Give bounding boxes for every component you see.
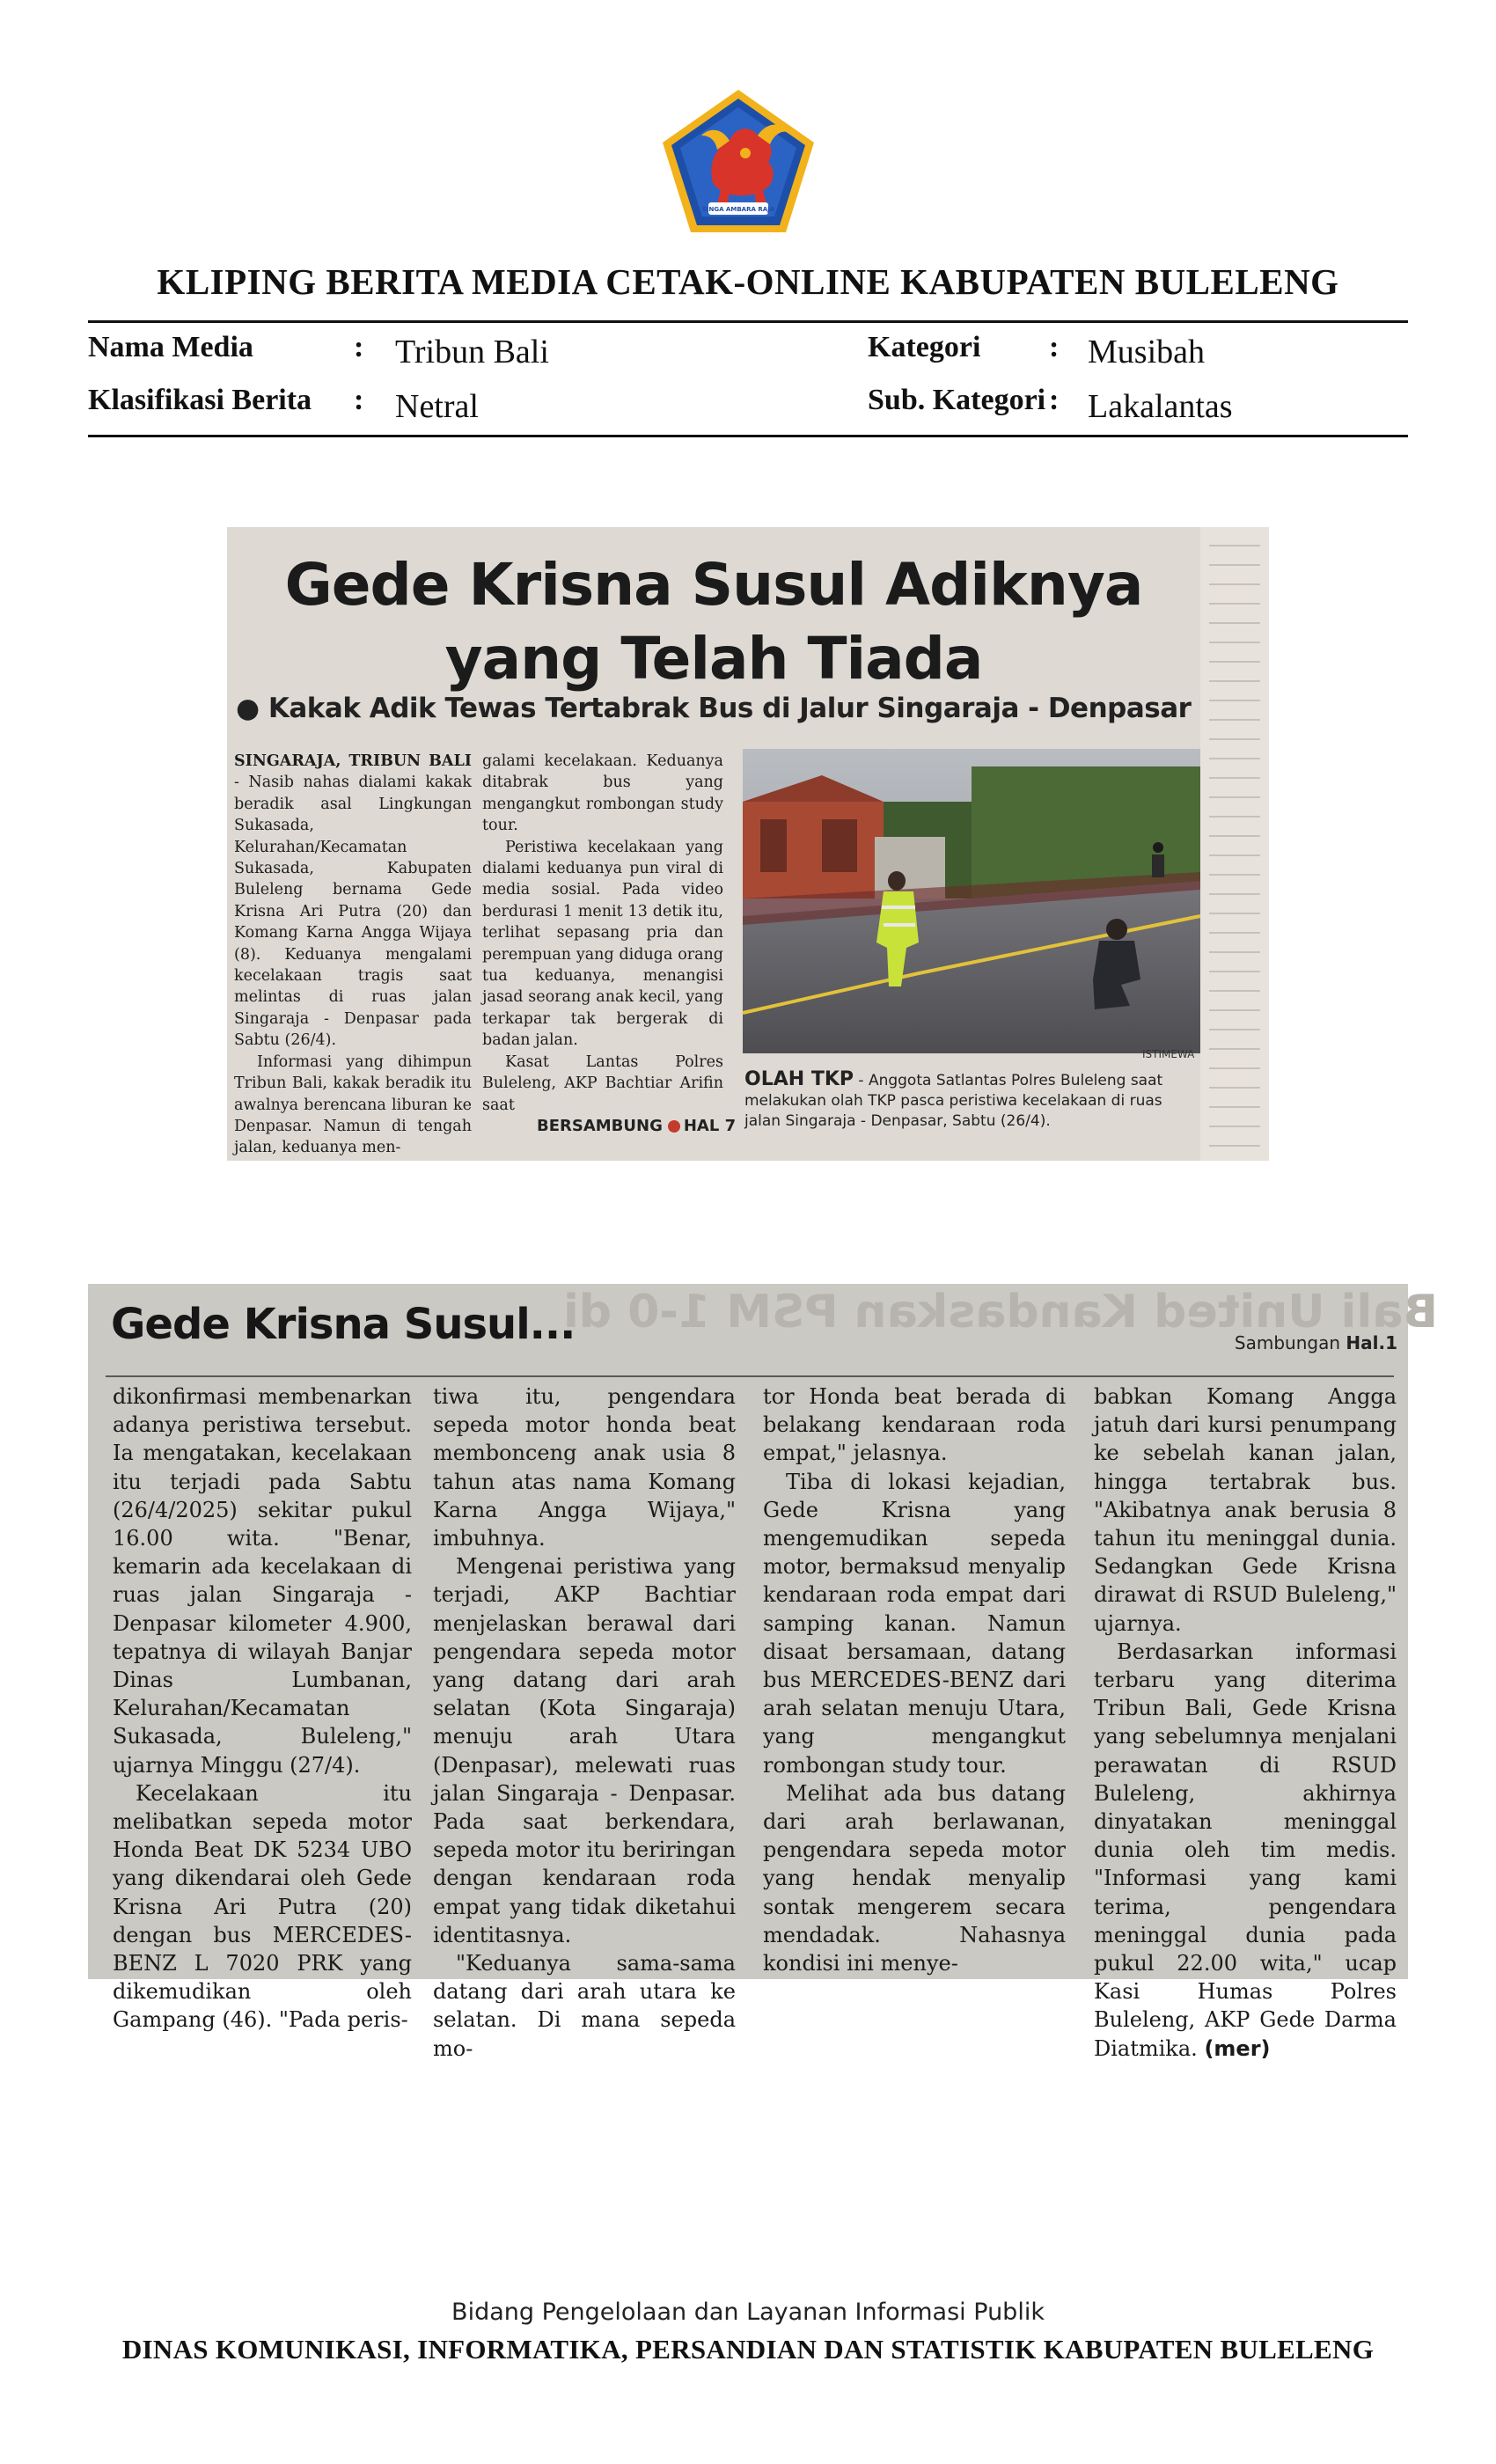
cont-col3-para1: tor Honda beat berada di belakang kendaraan roda empat," jelasnya. (763, 1384, 1066, 1466)
cont-col4-para2 (1094, 1638, 1397, 2063)
author-signature: (mer) (1204, 2035, 1271, 2061)
category-label: Kategori (868, 331, 981, 363)
media-value: Tribun Bali (395, 334, 549, 370)
document-title: KLIPING BERITA MEDIA CETAK-ONLINE KABUPATEN BULELENG (157, 261, 1339, 302)
front-headline-line2: yang Telah Tiada (444, 625, 983, 693)
header-rule-top (88, 320, 1408, 323)
media-colon: : (354, 331, 364, 363)
cont-col4-para2-text: Berdasarkan informasi terbaru yang diterima Tribun Bali, Gede Krisna yang sebelumnya menjalani perawatan di RSUD Buleleng, akhirnya dinyatakan meninggal dunia oleh tim medis. "Informasi yang kami terima, pengendara meninggal dunia pada pukul 22.00 wita," ucap Kasi Humas Polres Buleleng, AKP Gede Darma Diatmika. (1094, 1639, 1397, 2061)
header-rule-bottom (88, 435, 1408, 437)
sambungan-label: Sambungan (1234, 1332, 1341, 1353)
footer-organization: DINAS KOMUNIKASI, INFORMATIKA, PERSANDIAN DAN STATISTIK KABUPATEN BULELENG (121, 2334, 1375, 2365)
cont-col3-para2: Tiba di lokasi kejadian, Gede Krisna yang mengemudikan sepeda motor, bermaksud menyalip kendaraan roda empat dari samping kanan. Namun disaat bersamaan, datang bus MERCEDES-BENZ dari arah selatan menuju Utara, yang mengangkut rombongan study tour. (763, 1469, 1066, 1778)
continued-arrow-icon (668, 1120, 680, 1133)
subcategory-label: Sub. Kategori (868, 384, 1046, 416)
continued-notice (537, 1117, 736, 1135)
cont-col2-para2: Mengenai peristiwa yang terjadi, AKP Bachtiar menjelaskan berawal dari pengendara sepeda motor yang datang dari arah selatan (Kota Singaraja) menuju arah Utara (Denpasar), melewati ruas jalan Singaraja - Denpasar. Pada saat berkendara, sepeda motor itu beriringan dengan kendaraan roda empat yang tidak diketahui identitasnya. (433, 1554, 736, 1947)
cont-col3-para3: Melihat ada bus datang dari arah berlawanan, pengendara sepeda motor yang hendak menyalip sontak mengerem secara mendadak. Nahasnya kondisi ini menye- (763, 1780, 1066, 1976)
continuation-column-3 (763, 1382, 1066, 1977)
front-col1-para1: - Nasib nahas dialami kakak beradik asal Lingkungan Sukasada, Kelurahan/Kecamatan Sukasada, Kabupaten Buleleng bernama Gede Krisna Ari Putra (20) dan Komang Karna Angga Wijaya (8). Keduanya mengalami kecelakaan tragis saat melintas di ruas jalan Singaraja - Denpasar pada Sabtu (26/4). (234, 774, 472, 1050)
front-column-1 (234, 751, 472, 1159)
continuation-source (1235, 1332, 1397, 1353)
classification-colon: : (354, 384, 364, 416)
category-value: Musibah (1088, 334, 1205, 370)
photo-credit: ISTIMEWA (1142, 1048, 1195, 1060)
continuation-rule (106, 1375, 1394, 1377)
front-col1-para2: Informasi yang dihimpun Tribun Bali, kakak beradik itu awalnya berencana liburan ke Denpasar. Namun di tengah jalan, keduanya men- (234, 1052, 472, 1157)
cont-col1-para1: dikonfirmasi membenarkan adanya peristiwa tersebut. Ia mengatakan, kecelakaan itu terjadi pada Sabtu (26/4/2025) sekitar pukul 16.00 wita. "Benar, kemarin ada kecelakaan di ruas jalan Singaraja - Denpasar kilometer 4.900, tepatnya di wilayah Banjar Dinas Lumbanan, Kelurahan/Kecamatan Sukasada, Buleleng," ujarnya Minggu (27/4). (113, 1384, 412, 1778)
sambungan-page: Hal.1 (1346, 1332, 1397, 1353)
category-colon: : (1049, 331, 1060, 363)
classification-label: Klasifikasi Berita (88, 384, 312, 416)
footer-unit: Bidang Pengelolaan dan Layanan Informasi Publik (451, 2299, 1045, 2326)
continuation-column-4 (1094, 1382, 1397, 2063)
caption-title: OLAH TKP (744, 1068, 854, 1090)
classification-value: Netral (395, 388, 479, 425)
front-column-2 (482, 751, 723, 1116)
newspaper-clipping-front (227, 527, 1269, 1161)
cont-col1-para2: Kecelakaan itu melibatkan sepeda motor Honda Beat DK 5234 UBO yang dikendarai oleh Gede Krisna Ari Putra (20) dengan bus MERCEDES-BENZ L 7020 PRK yang dikemudikan oleh Gampang (46). "Pada peris- (113, 1780, 412, 2033)
cont-col2-para1: tiwa itu, pengendara sepeda motor honda beat membonceng anak usia 8 tahun atas nama Komang Karna Angga Wijaya," imbuhnya. (433, 1384, 736, 1551)
front-subheadline-text: Kakak Adik Tewas Tertabrak Bus di Jalur Singaraja - Denpasar (268, 693, 1192, 724)
bullet-icon: ● (236, 693, 260, 724)
cont-col2-para3: "Keduanya sama-sama datang dari arah utara ke selatan. Di mana sepeda mo- (433, 1951, 736, 2061)
continuation-column-1 (113, 1382, 412, 2035)
continuation-headline: Gede Krisna Susul... (111, 1300, 576, 1349)
photo-caption (744, 1069, 1199, 1132)
front-headline-line1: Gede Krisna Susul Adiknya (284, 551, 1143, 619)
caption-text: - Anggota Satlantas Polres Buleleng saat melakukan olah TKP pasca peristiwa kecelakaan di ruas jalan Singaraja - Denpasar, Sabtu (26/4). (744, 1072, 1163, 1130)
dateline: SINGARAJA, TRIBUN BALI (234, 752, 472, 770)
newspaper-clipping-continuation (88, 1284, 1438, 2061)
accident-scene-photo (743, 749, 1200, 1053)
buleleng-emblem-logo (659, 86, 818, 236)
continuation-column-2 (433, 1382, 736, 2063)
subcategory-colon: : (1049, 384, 1060, 416)
bleed-through-text: Bali United Kandaskan PSM 1-0 di (563, 1286, 1438, 1338)
front-col2-para3: Kasat Lantas Polres Buleleng, AKP Bachtiar Arifin saat (482, 1052, 723, 1114)
continued-page: HAL 7 (683, 1117, 737, 1135)
continued-label: BERSAMBUNG (537, 1117, 663, 1135)
front-headline (227, 548, 1200, 696)
logo-motto: SINGA AMBARA RAJA (701, 206, 775, 213)
cont-col4-para1: babkan Komang Angga jatuh dari kursi penumpang ke sebelah kanan jalan, hingga tertabrak bus. "Akibatnya anak berusia 8 tahun itu meninggal dunia. Sedangkan Gede Krisna dirawat di RSUD Buleleng," ujarnya. (1094, 1384, 1397, 1636)
front-subheadline (236, 693, 1191, 724)
front-col2-para2: Peristiwa kecelakaan yang dialami keduanya pun viral di media sosial. Pada video berdurasi 1 menit 13 detik itu, terlihat sepasang pria dan perempuan yang diduga orang tua keduanya, menangisi jasad seorang anak kecil, yang terkapar tak bergerak di badan jalan. (482, 838, 723, 1050)
media-label: Nama Media (88, 331, 253, 363)
front-col2-para1: galami kecelakaan. Keduanya ditabrak bus yang mengangkut rombongan study tour. (482, 752, 723, 835)
subcategory-value: Lakalantas (1088, 388, 1233, 425)
adjacent-article-strip (1200, 527, 1269, 1161)
